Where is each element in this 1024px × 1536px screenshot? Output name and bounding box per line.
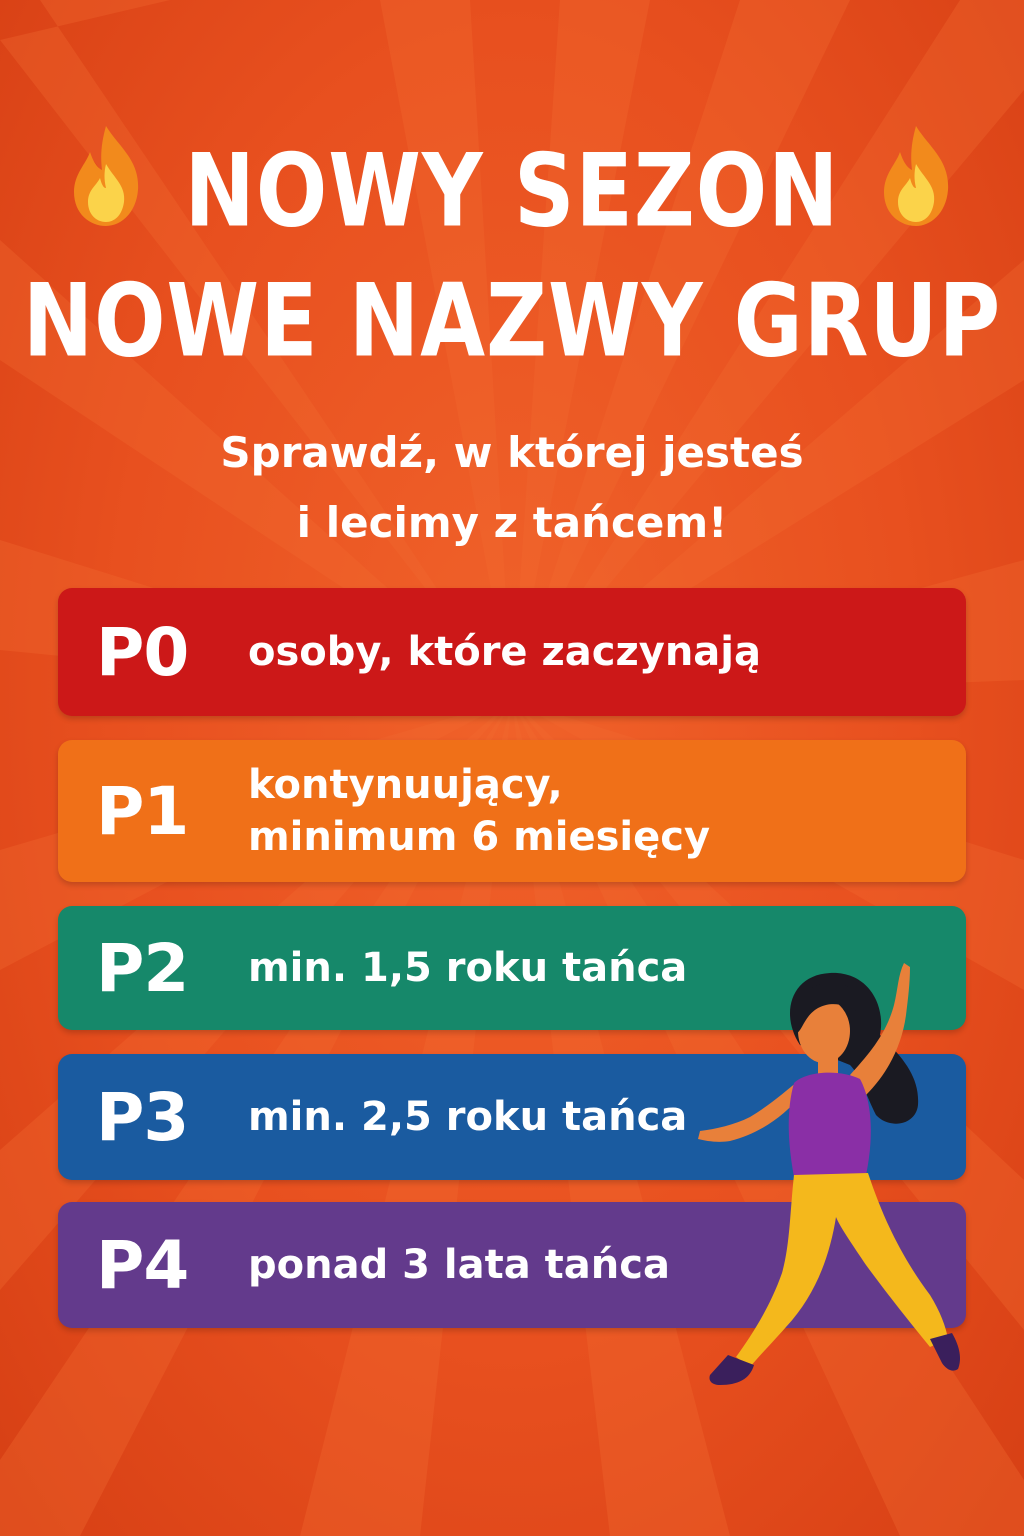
group-description [248,942,687,994]
group-description-line1: min. 2,5 roku tańca [248,1094,688,1140]
dancing-woman-illustration [690,955,980,1435]
group-description-line1: ponad 3 lata tańca [248,1242,670,1288]
group-description-line1: kontynuujący, [248,762,563,808]
group-code: P4 [96,1226,189,1304]
group-description [248,759,710,863]
group-code: P1 [96,772,189,850]
group-description-line1: osoby, które zaczynają [248,629,761,675]
group-code: P3 [96,1078,189,1156]
group-row-p1 [58,740,966,882]
group-row-p0 [58,588,966,716]
page-title-line2: NOWE NAZWY GRUP [22,262,1002,380]
subtitle-line1: Sprawdź, w której jesteś [220,428,804,477]
page-title-line1: NOWY SEZON [184,132,840,250]
group-code: P0 [96,613,189,691]
group-code: P2 [96,929,189,1007]
group-description [248,626,761,678]
group-description [248,1091,687,1143]
group-description-line2: minimum 6 miesięcy [248,814,711,860]
subtitle-line2: i lecimy z tańcem! [296,498,728,547]
group-description-line1: min. 1,5 roku tańca [248,945,688,991]
subtitle [0,418,1024,558]
group-description [248,1239,670,1291]
